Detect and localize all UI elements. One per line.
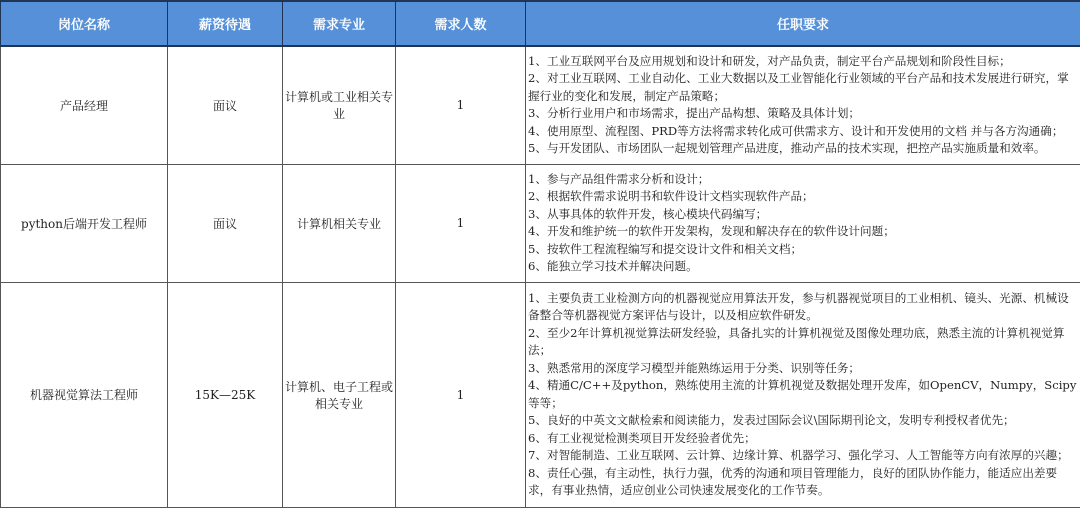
table-row (1, 282, 1080, 507)
cell-count: 1 (396, 282, 526, 507)
requirement-item: 3、从事具体的软件开发，核心模块代码编写； (528, 206, 1078, 224)
requirement-item: 4、开发和维护统一的软件开发架构，发现和解决存在的软件设计问题； (528, 223, 1078, 241)
table-row (1, 46, 1080, 164)
table-header-row (1, 1, 1080, 46)
requirement-item: 2、对工业互联网、工业自动化、工业大数据以及工业智能化行业领域的平台产品和技术发展进行研究，掌握行业的变化和发展，制定产品策略； (528, 70, 1078, 105)
header-title: 岗位名称 (1, 1, 168, 46)
requirement-item: 7、对智能制造、工业互联网、云计算、边缘计算、机器学习、强化学习、人工智能等方向有浓厚的兴趣； (528, 447, 1078, 465)
requirement-item: 5、良好的中英文文献检索和阅读能力，发表过国际会议\国际期刊论文，发明专利授权者优先； (528, 412, 1078, 430)
requirement-item: 6、有工业视觉检测类项目开发经验者优先； (528, 430, 1078, 448)
cell-major: 计算机相关专业 (283, 164, 396, 282)
requirement-item: 3、分析行业用户和市场需求，提出产品构想、策略及具体计划； (528, 105, 1078, 123)
header-major: 需求专业 (283, 1, 396, 46)
cell-salary: 15K—25K (168, 282, 283, 507)
header-count: 需求人数 (396, 1, 526, 46)
cell-requirements (526, 282, 1080, 507)
cell-title: python后端开发工程师 (1, 164, 168, 282)
requirement-item: 6、能独立学习技术并解决问题。 (528, 258, 1078, 276)
cell-title: 机器视觉算法工程师 (1, 282, 168, 507)
cell-requirements (526, 46, 1080, 164)
header-requirements: 任职要求 (526, 1, 1080, 46)
header-salary: 薪资待遇 (168, 1, 283, 46)
requirement-item: 3、熟悉常用的深度学习模型并能熟练运用于分类、识别等任务； (528, 360, 1078, 378)
requirement-item: 1、主要负责工业检测方向的机器视觉应用算法开发，参与机器视觉项目的工业相机、镜头、光源、机械设备整合等机器视觉方案评估与设计，以及相应软件研发。 (528, 290, 1078, 325)
cell-count: 1 (396, 46, 526, 164)
requirement-item: 5、与开发团队、市场团队一起规划管理产品进度，推动产品的技术实现，把控产品实施质量和效率。 (528, 140, 1078, 158)
requirement-item: 1、工业互联网平台及应用规划和设计和研发，对产品负责，制定平台产品规划和阶段性目标； (528, 53, 1078, 71)
cell-major: 计算机、电子工程或相关专业 (283, 282, 396, 507)
table-row (1, 164, 1080, 282)
requirement-item: 4、使用原型、流程图、PRD等方法将需求转化成可供需求方、设计和开发使用的文档 并与各方沟通确； (528, 123, 1078, 141)
requirement-item: 8、责任心强，有主动性，执行力强，优秀的沟通和项目管理能力，良好的团队协作能力，能适应出差要求，有事业热情，适应创业公司快速发展变化的工作节奏。 (528, 465, 1078, 500)
cell-title: 产品经理 (1, 46, 168, 164)
cell-salary: 面议 (168, 46, 283, 164)
requirement-item: 2、至少2年计算机视觉算法研发经验，具备扎实的计算机视觉及图像处理功底，熟悉主流的计算机视觉算法； (528, 325, 1078, 360)
cell-salary: 面议 (168, 164, 283, 282)
requirement-item: 1、参与产品组件需求分析和设计； (528, 171, 1078, 189)
requirement-item: 2、根据软件需求说明书和软件设计文档实现软件产品； (528, 188, 1078, 206)
requirement-item: 5、按软件工程流程编写和提交设计文件和相关文档； (528, 241, 1078, 259)
cell-major: 计算机或工业相关专业 (283, 46, 396, 164)
cell-count: 1 (396, 164, 526, 282)
requirement-item: 4、精通C/C++及python，熟练使用主流的计算机视觉及数据处理开发库，如OpenCV，Numpy，Scipy等等； (528, 377, 1078, 412)
cell-requirements (526, 164, 1080, 282)
